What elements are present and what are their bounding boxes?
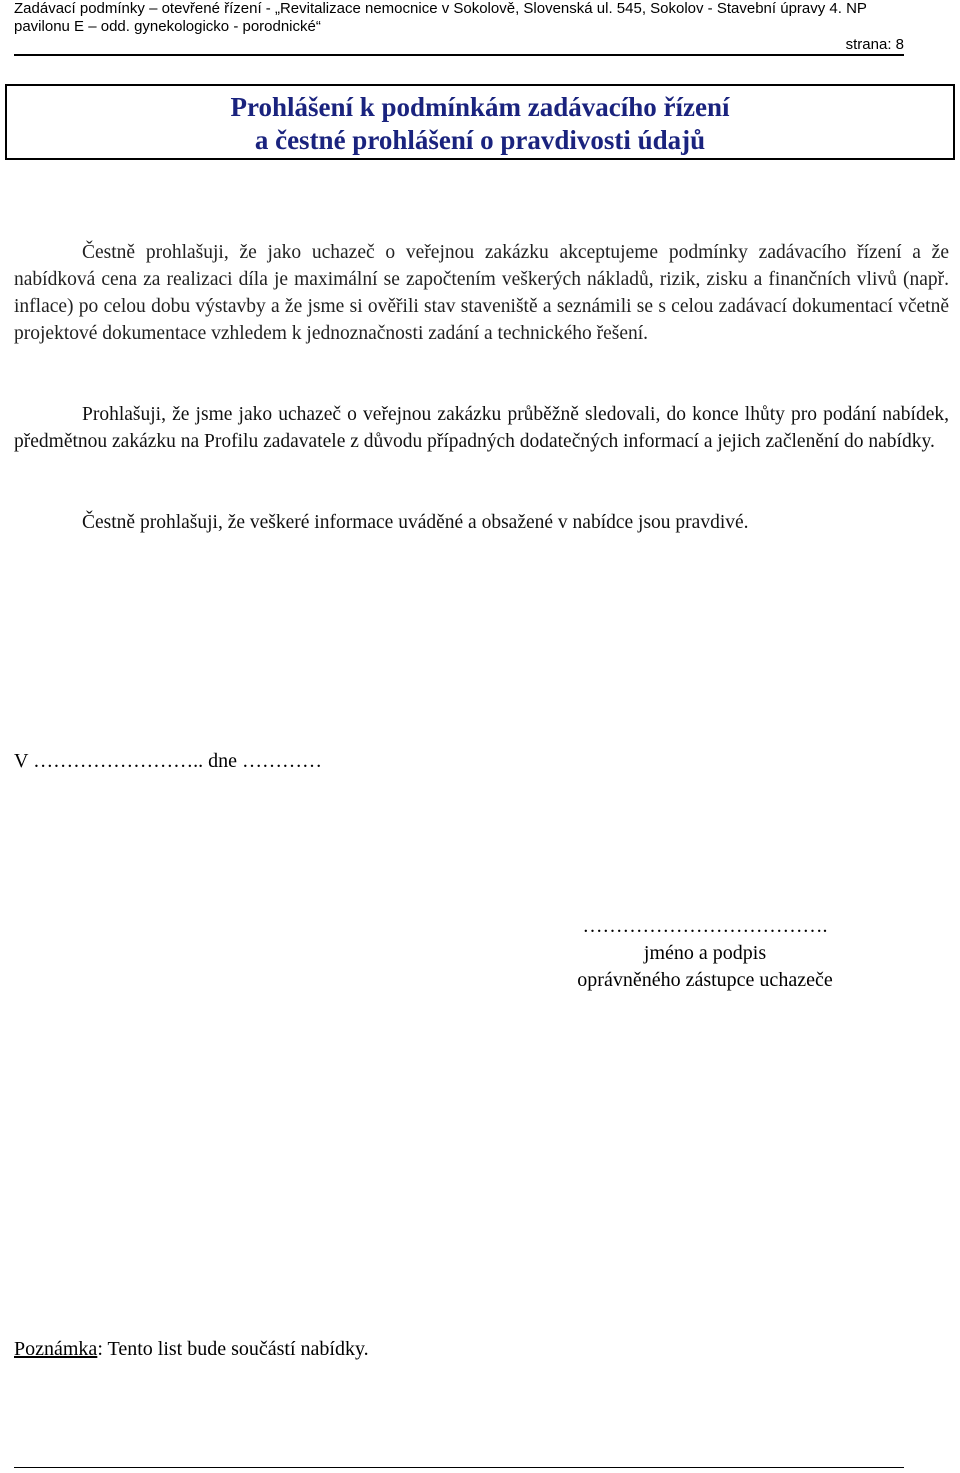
footnote-text: : Tento list bude součástí nabídky. bbox=[97, 1338, 369, 1360]
footer-divider bbox=[14, 1467, 904, 1468]
header-line-2: pavilonu E – odd. gynekologicko - porodnické“ bbox=[14, 18, 321, 35]
signature-caption-1: jméno a podpis bbox=[643, 942, 767, 964]
paragraph-monitoring: Prohlašuji, že jsme jako uchazeč o veřejnou zakázku průběžně sledovali, do konce lhůty pro podání nabídek, předmětnou zakázku na Profilu zadavatele z důvodu případných dodatečných informací a jejich začlenění do nabídky. bbox=[14, 404, 949, 452]
header-line-1: Zadávací podmínky – otevřené řízení - „Revitalizace nemocnice v Sokolově, Slovenská ul. 545, Sokolov - Stavební úpravy 4. NP bbox=[14, 0, 867, 17]
paragraph-acceptance: Čestně prohlašuji, že jako uchazeč o veřejnou zakázku akceptujeme podmínky zadávacího řízení a že nabídková cena za realizaci díla je maximální se započtením veškerých nákladů, rizik, zisku a finančních vlivů (např. inflace) po celou dobu výstavby a že jsme si ověřili stav staveniště a seznámili se s celou zadávací dokumentací včetně projektové dokumentace vzhledem k jednoznačnosti zadání a technického řešení. bbox=[14, 242, 949, 344]
title-line-1: Prohlášení k podmínkám zadávacího řízení bbox=[230, 92, 730, 122]
title-line-2: a čestné prohlášení o pravdivosti údajů bbox=[254, 125, 706, 155]
page-number: strana: 8 bbox=[845, 36, 904, 53]
footnote bbox=[14, 1338, 369, 1361]
signature-block bbox=[530, 913, 880, 994]
place-date-field: V …………………….. dne ………… bbox=[14, 750, 322, 772]
header-divider bbox=[14, 54, 904, 56]
signature-caption-2: oprávněného zástupce uchazeče bbox=[577, 969, 833, 991]
paragraph-truthfulness: Čestně prohlašuji, že veškeré informace uváděné a obsažené v nabídce jsou pravdivé. bbox=[82, 512, 749, 533]
signature-dots: ………………………………. bbox=[582, 915, 828, 937]
footnote-label: Poznámka bbox=[14, 1338, 98, 1360]
document-title-box bbox=[5, 84, 955, 160]
